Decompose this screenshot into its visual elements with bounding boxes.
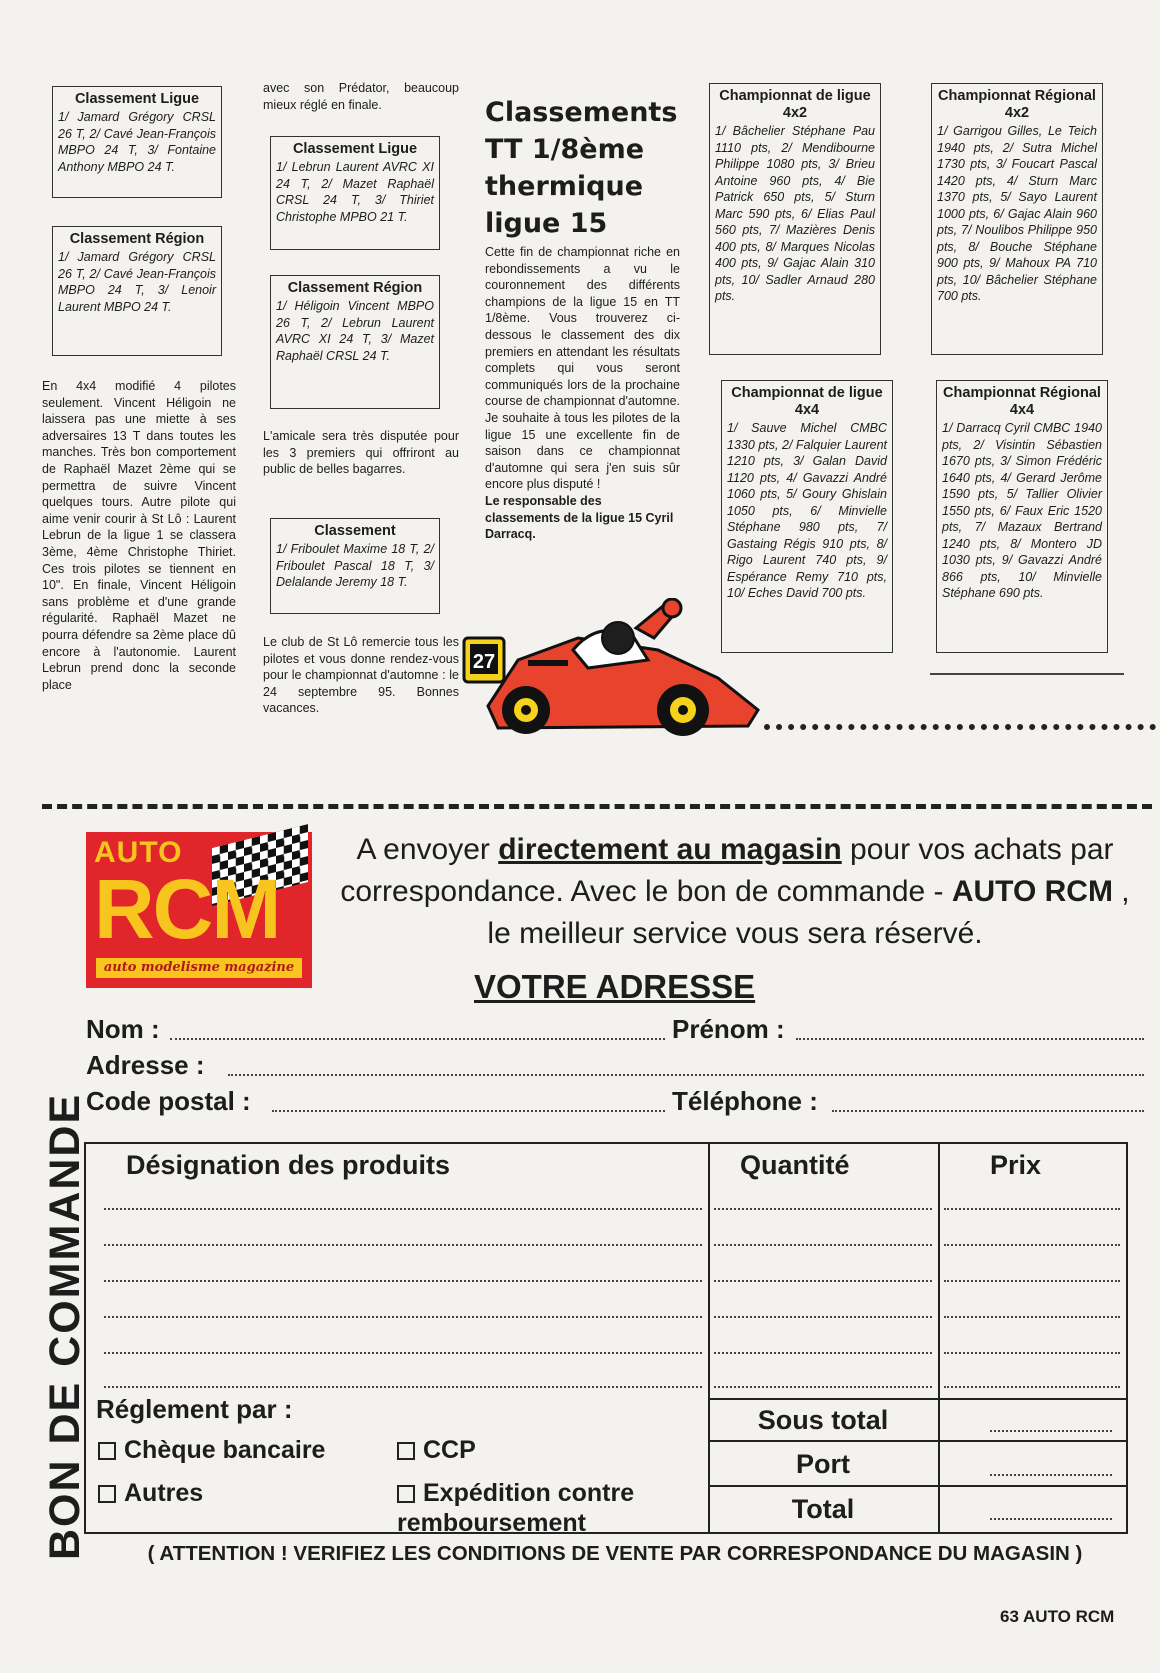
payment-option-autres[interactable]	[98, 1478, 203, 1508]
payment-option-cheque[interactable]	[98, 1435, 325, 1465]
telephone-field[interactable]	[832, 1110, 1144, 1112]
col-quantite-header: Quantité	[740, 1150, 850, 1180]
option-label: Expédition contre remboursement	[397, 1479, 635, 1537]
classement-region-box-2	[270, 275, 440, 409]
prenom-label: Prénom :	[672, 1014, 785, 1044]
article-signature: Le responsable des classements de la ligue 15 Cyril Darracq.	[485, 493, 674, 542]
totals-top-line	[708, 1398, 1128, 1400]
cut-line	[42, 804, 1152, 809]
code-postal-field[interactable]	[272, 1110, 665, 1112]
adresse-label: Adresse :	[86, 1050, 205, 1080]
logo-main-text: RCM	[94, 862, 280, 956]
adresse-field[interactable]	[228, 1074, 1144, 1076]
nom-field[interactable]	[170, 1038, 665, 1040]
product-table	[84, 1142, 1128, 1534]
classement-ligue-box-1	[52, 86, 222, 198]
payment-option-expedition[interactable]	[397, 1478, 697, 1538]
option-label: Autres	[124, 1479, 204, 1507]
sous-total-field[interactable]	[990, 1430, 1112, 1432]
race-car-illustration	[458, 598, 763, 740]
port-field[interactable]	[990, 1474, 1112, 1476]
box-heading: Championnat Régional 4x2	[938, 88, 1096, 121]
intro-rest: pour vos achats par correspondance. Avec le bon de commande -	[340, 833, 1114, 908]
box-text: 1/ Garrigou Gilles, Le Teich 1940 pts, 2/ Sutra Michel 1730 pts, 3/ Foucart Pascal 1420 pts, 4/ Sturn Marc 1370 pts, 5/ Sayo Laurent 1000 pts, 6/ Gajac Alain 960 pts, 7/ Noulibos Philippe 950 pts, 8/ Bouche Stéphane 900 pts, 9/ Mahoux PA 710 pts, 10/ Bâchelier Stéphane 700 pts.	[937, 124, 1097, 303]
magazine-name: AUTO RCM	[1023, 1607, 1115, 1626]
dotted-separator	[764, 724, 1156, 730]
box-text: 1/ Friboulet Maxime 18 T, 2/ Friboulet Pascal 18 T, 3/ Delalande Jeremy 18 T.	[276, 542, 434, 589]
classement-ligue-box-2	[270, 136, 440, 250]
order-form-side-title: BON DE COMMANDE	[41, 1092, 89, 1560]
box-heading: Championnat de ligue 4x2	[719, 88, 871, 121]
classement-box-3	[270, 518, 440, 614]
col-designation-header: Désignation des produits	[126, 1150, 451, 1180]
article-body: Cette fin de championnat riche en rebondissements a vu le couronnement des différents champions de la ligue 15 en TT 1/8ème. Vous trouverez ci-dessous le classement des dix premiers en attendant les résultats complets qui vous seront communiqués lors de la prochaine course de championnat d'automne. Je souhaite à tous les pilotes de la ligue 15 une excellente fin de saison dans ce championnat d'automne qui sera j'en suis sûr encore plus disputé !	[485, 245, 680, 492]
car-number: 27	[472, 651, 496, 673]
auto-rcm-logo	[86, 832, 312, 988]
checkbox-icon[interactable]	[98, 1485, 116, 1503]
nom-label: Nom :	[86, 1014, 160, 1044]
total-field[interactable]	[990, 1518, 1112, 1520]
telephone-label: Téléphone :	[672, 1086, 818, 1116]
attention-note: ( ATTENTION ! VERIFIEZ LES CONDITIONS DE VENTE PAR CORRESPONDANCE DU MAGASIN )	[147, 1542, 1083, 1565]
box-text: 1/ Lebrun Laurent AVRC XI 24 T, 2/ Mazet Raphaël CRSL 24 T, 3/ Thiriet Christophe MPBO 21 T.	[276, 160, 434, 224]
box-text: 1/ Jamard Grégory CRSL 26 T, 2/ Cavé Jean-François MBPO 24 T, 3/ Lenoir Laurent MBPO 24 T.	[58, 250, 216, 314]
logo-tagline: auto modelisme magazine	[96, 958, 302, 978]
payment-option-ccp[interactable]	[397, 1435, 476, 1465]
payment-label: Réglement par :	[96, 1394, 293, 1424]
article-column-1	[42, 378, 236, 693]
box-heading: Classement Région	[69, 231, 205, 247]
article-column-2-bottom	[263, 634, 459, 717]
logo-top-text: AUTO	[94, 836, 183, 869]
column-text: L'amicale sera très disputée pour les 3 premiers qui offriront au public de belles bagarres.	[263, 429, 459, 477]
box-heading: Classement Ligue	[74, 91, 200, 107]
option-label: Chèque bancaire	[124, 1436, 326, 1464]
intro-end: , le meilleur service vous sera réservé.	[487, 875, 1130, 950]
championnat-regional-4x2-box	[931, 83, 1103, 355]
sous-total-label: Sous total	[757, 1405, 889, 1435]
intro-brand: AUTO RCM	[951, 875, 1113, 908]
totals-line-3	[708, 1485, 1128, 1487]
code-postal-label: Code postal :	[86, 1086, 251, 1116]
page-footer	[1000, 1607, 1114, 1627]
box-heading: Championnat Régional 4x4	[943, 385, 1101, 418]
table-divider-2	[938, 1142, 940, 1534]
col-prix-header: Prix	[990, 1150, 1042, 1180]
box-text: 1/ Jamard Grégory CRSL 26 T, 2/ Cavé Jean-François MBPO 24 T, 3/ Fontaine Anthony MBPO 24 T.	[58, 110, 216, 174]
box-text: 1/ Darracq Cyril CMBC 1940 pts, 2/ Visintin Sébastien 1670 pts, 3/ Simon Frédéric 1640 pts, 4/ Gerard Jerôme 1590 pts, 5/ Tallier Olivier 1550 pts, 6/ Faux Eric 1520 pts, 7/ Mazaux Bertrand 1240 pts, 8/ Montero JD 1030 pts, 9/ Gavazzi André 866 pts, 10/ Minvielle Stéphane 690 pts.	[942, 421, 1102, 600]
article-title: Classements TT 1/8ème thermique ligue 15	[485, 97, 678, 239]
box-text: 1/ Bâchelier Stéphane Pau 1110 pts, 2/ Mendibourne Philippe 1080 pts, 3/ Brieu Antoine 960 pts, 4/ Bie Patrick 650 pts, 5/ Sturn Marc 590 pts, 6/ Elias Paul 560 pts, 7/ Mazières Denis 400 pts, 8/ Marques Nicolas 400 pts, 9/ Gajac Alain 310 pts, 10/ Sadler Arnaud 280 pts.	[715, 124, 875, 303]
column-text: Le club de St Lô remercie tous les pilotes et vous donne rendez-vous pour le championnat d'automne : le 24 septembre 95. Bonnes vacances.	[263, 635, 459, 716]
column-text: En 4x4 modifié 4 pilotes seulement. Vincent Héligoin ne laissera pas une miette à ses adversaires 13 T dans toutes les manches. Très bon comportement de Raphaël Mazet 2ème qui se permettra de suivre Vincent quelques tours. Autre pilote qui aime venir courir à St Lô : Laurent Lebrun de la ligue 1 se classera 3ème, 4ème Christophe Thiriet. Ces trois pilotes se tiennent en 10". En finale, Vincent Héligoin sans problème et d'une grande régularité. Raphaël Mazet ne pourra défendre sa 2ème place dû encore à l'autonomie. Laurent Lebrun prend donc la seconde place	[42, 379, 236, 692]
box-heading: Classement Ligue	[292, 141, 418, 157]
box-heading: Championnat de ligue 4x4	[731, 385, 883, 418]
championnat-ligue-4x2-box	[709, 83, 881, 355]
article-column-2-top	[263, 80, 459, 113]
intro-prefix: A envoyer	[356, 833, 499, 866]
option-label: CCP	[423, 1436, 476, 1464]
article-column-2-mid	[263, 428, 459, 478]
order-intro	[330, 829, 1140, 955]
address-heading: VOTRE ADRESSE	[474, 968, 756, 1005]
port-label: Port	[796, 1449, 850, 1479]
box-text: 1/ Héligoin Vincent MBPO 26 T, 2/ Lebrun Laurent AVRC XI 24 T, 3/ Mazet Raphaël CRSL 24 T.	[276, 299, 434, 363]
divider-line	[930, 673, 1124, 675]
totals-line-2	[708, 1440, 1128, 1442]
championnat-regional-4x4-box	[936, 380, 1108, 653]
classement-region-box-1	[52, 226, 222, 356]
page-number: 63	[1000, 1607, 1019, 1626]
checkbox-icon[interactable]	[397, 1442, 415, 1460]
box-heading: Classement Région	[287, 280, 423, 296]
checkbox-icon[interactable]	[397, 1485, 415, 1503]
article-column-3	[485, 244, 680, 543]
intro-link: directement au magasin	[498, 833, 842, 866]
checkbox-icon[interactable]	[98, 1442, 116, 1460]
column-text: avec son Prédator, beaucoup mieux réglé en finale.	[263, 81, 459, 112]
box-heading: Classement	[314, 523, 396, 539]
prenom-field[interactable]	[796, 1038, 1144, 1040]
total-label: Total	[791, 1494, 855, 1524]
box-text: 1/ Sauve Michel CMBC 1330 pts, 2/ Falquier Laurent 1210 pts, 3/ Galan David 1120 pts, 4/ Gavazzi André 1060 pts, 5/ Goury Ghislain 1050 pts, 6/ Minvielle Stéphane 980 pts, 7/ Gastaing Régis 910 pts, 8/ Rigo Laurent 740 pts, 9/ Espérance Remy 710 pts, 10/ Eches David 700 pts.	[727, 421, 887, 600]
